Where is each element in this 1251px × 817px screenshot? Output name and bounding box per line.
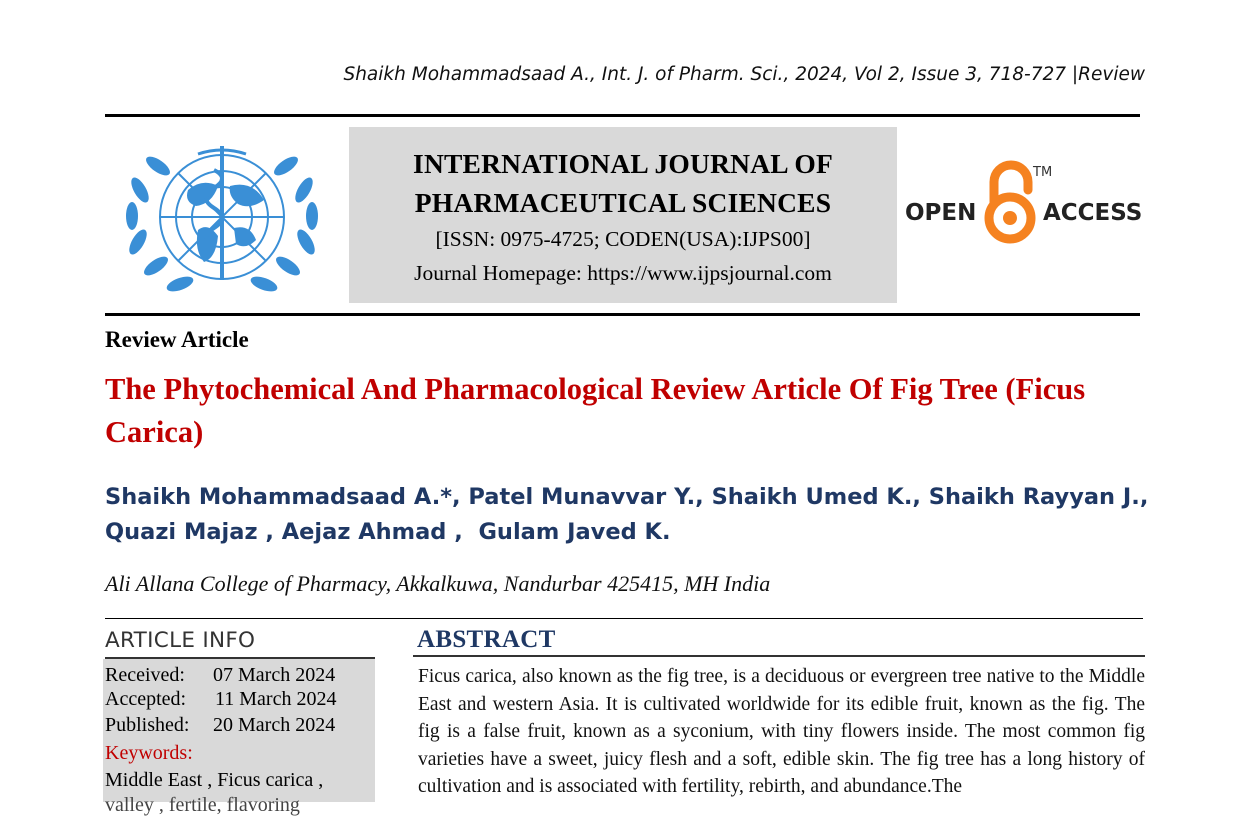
journal-header-box [349, 127, 897, 303]
affiliation: Ali Allana College of Pharmacy, Akkalkuwa, Nandurbar 425415, MH India [105, 571, 771, 596]
article-type: Review Article [105, 327, 249, 352]
accepted-date: 11 March 2024 [215, 688, 337, 710]
published-row [105, 713, 335, 737]
journal-issn: [ISSN: 0975-4725; CODEN(USA):IJPS00] [435, 227, 811, 251]
author-line-1: Shaikh Mohammadsaad A.*, Patel Munavvar Y., Shaikh Umed K., Shaikh Rayyan J., [105, 484, 1149, 510]
running-head: Shaikh Mohammadsaad A., Int. J. of Pharm. Sci., 2024, Vol 2, Issue 3, 718-727 |Review [343, 64, 1145, 85]
affiliation-rule [105, 618, 1143, 619]
abstract-heading: ABSTRACT [417, 626, 556, 653]
published-date: 20 March 2024 [213, 714, 336, 736]
keywords-label: Keywords: [105, 742, 193, 764]
open-access-tm: TM [1033, 165, 1053, 180]
received-label: Received: [105, 664, 185, 686]
journal-name-line1: INTERNATIONAL JOURNAL OF [413, 148, 833, 179]
author-line-2: Quazi Majaz , Aejaz Ahmad , Gulam Javed K. [105, 519, 671, 545]
article-title: The Phytochemical And Pharmacological Review Article Of Fig Tree (Ficus Carica) [105, 372, 1086, 449]
abstract-text: Ficus carica, also known as the fig tree, is a deciduous or evergreen tree native to the Middle East and western Asia. It is cultivated worldwide for its edible fruit, known as the fig. The fig is a false fruit, known as a syconium, with tiny flowers inside. The most common fig varieties have a sweet, juicy flesh and a soft, edible skin. The fig tree has a long history of cultivation and is associated with fertility, rebirth, and abundance.The [418, 666, 1145, 797]
open-access-right-text: ACCESS [1043, 200, 1143, 226]
header-rule-top [105, 114, 1140, 117]
abstract-rule [413, 655, 1145, 657]
published-label: Published: [105, 714, 190, 736]
article-info-heading: ARTICLE INFO [105, 628, 256, 653]
accepted-label: Accepted: [105, 688, 187, 710]
who-emblem-icon [118, 130, 326, 305]
accepted-row [105, 687, 336, 711]
keywords-text-cont: valley , fertile, flavoring [105, 794, 300, 816]
open-access-lock-icon [905, 160, 1145, 250]
keywords-text: Middle East , Ficus carica , [105, 769, 324, 791]
received-date: 07 March 2024 [213, 664, 336, 686]
article-info-box [103, 659, 375, 816]
received-row [105, 663, 335, 687]
journal-name-line2: PHARMACEUTICAL SCIENCES [414, 187, 832, 218]
author-list [105, 480, 1150, 550]
journal-name [349, 144, 897, 222]
header-rule-bottom [105, 313, 1140, 316]
journal-homepage[interactable]: Journal Homepage: https://www.ijpsjournal.com [414, 261, 832, 285]
open-access-left-text: OPEN [905, 200, 977, 226]
